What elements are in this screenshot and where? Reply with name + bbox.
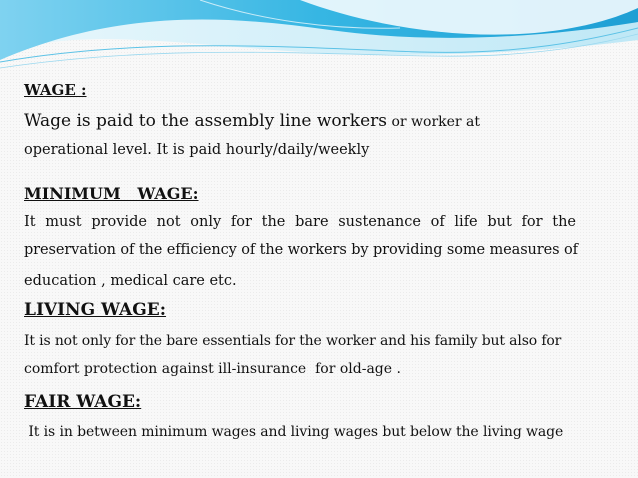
heading-fair-wage: FAIR WAGE: — [24, 392, 142, 412]
wage-line-1-large: Wage is paid to the assembly line workers — [24, 111, 388, 131]
minimum-wage-line-3: education , medical care etc. — [24, 273, 237, 289]
living-wage-line-1: It is not only for the bare essentials for the worker and his family but also for — [24, 333, 562, 349]
wage-line-1-small: or worker at — [387, 114, 481, 130]
wage-line-1 — [24, 111, 576, 131]
minimum-wage-line-1: It must provide not only for the bare sustenance of life but for the — [24, 214, 576, 230]
fair-wage-line-1: It is in between minimum wages and living wages but below the living wage — [24, 424, 564, 440]
heading-wage: WAGE : — [24, 81, 87, 99]
minimum-wage-line-2: preservation of the efficiency of the workers by providing some measures of — [24, 242, 578, 258]
heading-minimum-wage: MINIMUM WAGE: — [24, 184, 199, 203]
wage-line-2: operational level. It is paid hourly/daily/weekly — [24, 142, 370, 158]
decorative-wave-banner — [0, 0, 638, 80]
living-wage-line-2: comfort protection against ill-insurance for old-age . — [24, 361, 401, 377]
heading-living-wage: LIVING WAGE: — [24, 300, 166, 320]
